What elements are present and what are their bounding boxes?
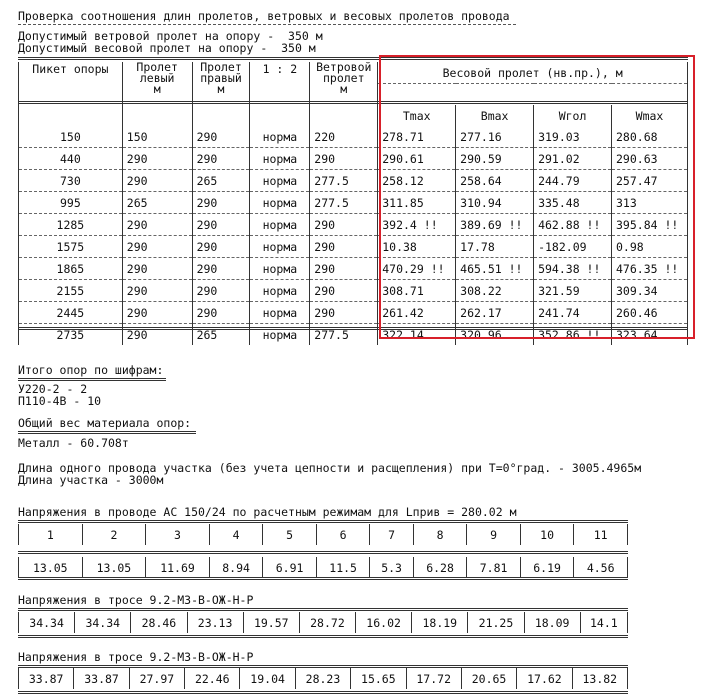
table-cell: 319.03 bbox=[534, 126, 612, 148]
table-cell: норма bbox=[250, 126, 310, 148]
table-cell: 389.69 !! bbox=[456, 214, 534, 236]
stress-cell: 13.05 bbox=[19, 557, 83, 578]
table-cell: 258.12 bbox=[378, 170, 456, 192]
stress-cell: 20.65 bbox=[461, 668, 516, 689]
table-cell: 309.34 bbox=[612, 280, 688, 302]
stress-cell: 3 bbox=[146, 524, 210, 545]
table-cell: 265 bbox=[122, 192, 192, 214]
section-length-text: Длина участка - 3000м bbox=[18, 473, 164, 487]
table-cell: 241.74 bbox=[534, 302, 612, 324]
stress-cell: 8.94 bbox=[209, 557, 263, 578]
table-cell: 1865 bbox=[19, 258, 123, 280]
divider bbox=[18, 551, 628, 554]
table-cell: 290 bbox=[122, 236, 192, 258]
table-cell: 290.61 bbox=[378, 148, 456, 170]
stress-cell: 6.28 bbox=[413, 557, 467, 578]
stress-cell: 28.46 bbox=[131, 612, 187, 633]
table-cell: 150 bbox=[122, 126, 192, 148]
table-cell: 323.64 bbox=[612, 324, 688, 346]
stress-cell: 5 bbox=[263, 524, 317, 545]
table-cell: 290 bbox=[122, 280, 192, 302]
col-right-header: Пролет правый м bbox=[192, 62, 250, 126]
stress-cell: 11.5 bbox=[316, 557, 370, 578]
table-cell: 258.64 bbox=[456, 170, 534, 192]
divider bbox=[18, 431, 196, 434]
table-cell: 440 bbox=[19, 148, 123, 170]
stress-cell: 22.46 bbox=[185, 668, 240, 689]
table-cell: 308.22 bbox=[456, 280, 534, 302]
support-item: У220-2 - 2 bbox=[18, 382, 88, 396]
table-cell: 220 bbox=[310, 126, 378, 148]
table-cell: 10.38 bbox=[378, 236, 456, 258]
table-cell: 150 bbox=[19, 126, 123, 148]
divider bbox=[18, 24, 516, 25]
table-cell: -182.09 bbox=[534, 236, 612, 258]
table-cell: норма bbox=[250, 280, 310, 302]
wire-length-text: Длина одного провода участка (без учета цепности и расщепления) при T=0°град. - 3005.4965м bbox=[18, 461, 642, 475]
table-cell: 995 bbox=[19, 192, 123, 214]
stress-cell: 11.69 bbox=[146, 557, 210, 578]
table-cell: 321.59 bbox=[534, 280, 612, 302]
cable2-stress-table bbox=[18, 668, 628, 689]
table-cell: 290 bbox=[122, 302, 192, 324]
table-cell: 290 bbox=[192, 192, 250, 214]
table-cell: 262.17 bbox=[456, 302, 534, 324]
table-cell: 2445 bbox=[19, 302, 123, 324]
highlight-box bbox=[379, 55, 695, 339]
table-cell: 290 bbox=[310, 148, 378, 170]
table-cell: 392.4 !! bbox=[378, 214, 456, 236]
table-cell: 265 bbox=[192, 170, 250, 192]
table-cell: 17.78 bbox=[456, 236, 534, 258]
table-cell: 335.48 bbox=[534, 192, 612, 214]
col-bmax-header: Bmax bbox=[456, 105, 534, 126]
col-picket-header: Пикет опоры bbox=[19, 62, 123, 126]
stress-cell: 6.19 bbox=[520, 557, 574, 578]
cable1-stress-table bbox=[18, 612, 628, 633]
col-wgol-header: Wгол bbox=[534, 105, 612, 126]
col-wind-header: Ветровой пролет м bbox=[310, 62, 378, 126]
table-cell: норма bbox=[250, 192, 310, 214]
stress-cell: 13.82 bbox=[572, 668, 627, 689]
table-cell: 730 bbox=[19, 170, 123, 192]
table-cell: 2735 bbox=[19, 324, 123, 346]
table-cell: 290 bbox=[122, 258, 192, 280]
stress-cell: 10 bbox=[520, 524, 574, 545]
divider bbox=[18, 577, 628, 580]
stress-cell: 11 bbox=[574, 524, 628, 545]
table-cell: 277.5 bbox=[310, 324, 378, 346]
table-cell: 290.63 bbox=[612, 148, 688, 170]
table-cell: 470.29 !! bbox=[378, 258, 456, 280]
table-cell: 320.96 bbox=[456, 324, 534, 346]
stress-cell: 2 bbox=[82, 524, 146, 545]
col-wmax-header: Wmax bbox=[612, 105, 688, 126]
table-cell: 395.84 !! bbox=[612, 214, 688, 236]
supports-title: Итого опор по шифрам: bbox=[18, 363, 164, 377]
material-weight-title: Общий вес материала опор: bbox=[18, 416, 192, 430]
table-cell: 290 bbox=[192, 148, 250, 170]
table-cell: 261.42 bbox=[378, 302, 456, 324]
table-cell: 277.5 bbox=[310, 170, 378, 192]
divider bbox=[18, 608, 628, 611]
table-cell: 352.86 !! bbox=[534, 324, 612, 346]
metal-weight: Металл - 60.708т bbox=[18, 436, 129, 450]
table-cell: 308.71 bbox=[378, 280, 456, 302]
divider bbox=[18, 378, 166, 381]
table-cell: 462.88 !! bbox=[534, 214, 612, 236]
divider bbox=[18, 691, 628, 694]
table-cell: норма bbox=[250, 170, 310, 192]
table-cell: 465.51 !! bbox=[456, 258, 534, 280]
table-cell: 0.98 bbox=[612, 236, 688, 258]
table-cell: 290 bbox=[310, 214, 378, 236]
table-cell: норма bbox=[250, 148, 310, 170]
table-cell: 290 bbox=[192, 302, 250, 324]
table-cell: 278.71 bbox=[378, 126, 456, 148]
table-cell: норма bbox=[250, 258, 310, 280]
wind-limit-text: Допустимый ветровой пролет на опору - 350 м bbox=[18, 29, 323, 43]
table-cell: 310.94 bbox=[456, 192, 534, 214]
cable2-stress-title: Напряжения в тросе 9.2-МЗ-В-ОЖ-Н-Р bbox=[18, 650, 254, 664]
wire-stress-title: Напряжения в проводе АС 150/24 по расчетным режимам для Lприв = 280.02 м bbox=[18, 505, 517, 519]
table-cell: 290 bbox=[310, 236, 378, 258]
stress-cell: 33.87 bbox=[74, 668, 129, 689]
stress-cell: 13.05 bbox=[82, 557, 146, 578]
stress-cell: 34.34 bbox=[19, 612, 75, 633]
table-cell: 244.79 bbox=[534, 170, 612, 192]
stress-cell: 5.3 bbox=[370, 557, 413, 578]
weight-limit-text: Допустимый весовой пролет на опору - 350 м bbox=[18, 41, 316, 55]
table-cell: 290 bbox=[192, 126, 250, 148]
stress-cell: 18.19 bbox=[412, 612, 468, 633]
stress-cell: 4 bbox=[209, 524, 263, 545]
cable1-stress-title: Напряжения в тросе 9.2-МЗ-В-ОЖ-Н-Р bbox=[18, 593, 254, 607]
stress-cell: 16.02 bbox=[356, 612, 412, 633]
divider bbox=[18, 520, 628, 523]
stress-cell: 7 bbox=[370, 524, 413, 545]
table-cell: 476.35 !! bbox=[612, 258, 688, 280]
table-cell: норма bbox=[250, 236, 310, 258]
table-cell: 290 bbox=[310, 280, 378, 302]
table-cell: норма bbox=[250, 324, 310, 346]
table-cell: 257.47 bbox=[612, 170, 688, 192]
col-weight-group-header: Весовой пролет (нв.пр.), м bbox=[378, 62, 688, 84]
stress-cell: 21.25 bbox=[468, 612, 524, 633]
table-cell: норма bbox=[250, 302, 310, 324]
table-cell: 290 bbox=[192, 236, 250, 258]
stress-cell: 1 bbox=[19, 524, 83, 545]
stress-cell: 28.23 bbox=[295, 668, 350, 689]
table-cell: 290 bbox=[310, 302, 378, 324]
table-cell: 1575 bbox=[19, 236, 123, 258]
table-cell: 290 bbox=[122, 214, 192, 236]
support-item: П110-4В - 10 bbox=[18, 394, 102, 408]
stress-cell: 17.72 bbox=[406, 668, 461, 689]
stress-cell: 15.65 bbox=[351, 668, 406, 689]
col-left-header: Пролет левый м bbox=[122, 62, 192, 126]
stress-cell: 9 bbox=[467, 524, 521, 545]
stress-cell: 14.1 bbox=[580, 612, 627, 633]
table-cell: 2155 bbox=[19, 280, 123, 302]
table-cell: 280.68 bbox=[612, 126, 688, 148]
table-cell: 290 bbox=[122, 170, 192, 192]
stress-cell: 23.13 bbox=[187, 612, 243, 633]
table-cell: 290.59 bbox=[456, 148, 534, 170]
stress-cell: 19.57 bbox=[243, 612, 299, 633]
table-cell: 290 bbox=[192, 280, 250, 302]
table-cell: 290 bbox=[122, 148, 192, 170]
table-cell: норма bbox=[250, 214, 310, 236]
table-cell: 277.5 bbox=[310, 192, 378, 214]
table-cell: 1285 bbox=[19, 214, 123, 236]
table-cell: 594.38 !! bbox=[534, 258, 612, 280]
table-cell: 290 bbox=[122, 324, 192, 346]
table-cell: 313 bbox=[612, 192, 688, 214]
table-cell: 265 bbox=[192, 324, 250, 346]
stress-cell: 6 bbox=[316, 524, 370, 545]
report-title: Проверка соотношения длин пролетов, ветровых и весовых пролетов провода bbox=[18, 9, 510, 23]
stress-cell: 18.09 bbox=[524, 612, 580, 633]
stress-cell: 19.04 bbox=[240, 668, 295, 689]
stress-cell: 17.62 bbox=[517, 668, 572, 689]
table-cell: 322.14 bbox=[378, 324, 456, 346]
table-cell: 311.85 bbox=[378, 192, 456, 214]
table-cell: 290 bbox=[192, 258, 250, 280]
table-cell: 260.46 bbox=[612, 302, 688, 324]
stress-cell: 7.81 bbox=[467, 557, 521, 578]
stress-cell: 27.97 bbox=[129, 668, 184, 689]
stress-cell: 33.87 bbox=[19, 668, 74, 689]
col-tmax-header: Tmax bbox=[378, 105, 456, 126]
col-ratio-header: 1 : 2 bbox=[250, 62, 310, 126]
stress-cell: 34.34 bbox=[75, 612, 131, 633]
divider bbox=[18, 635, 628, 638]
table-cell: 277.16 bbox=[456, 126, 534, 148]
table-cell: 290 bbox=[310, 258, 378, 280]
stress-cell: 4.56 bbox=[574, 557, 628, 578]
table-cell: 291.02 bbox=[534, 148, 612, 170]
stress-cell: 28.72 bbox=[299, 612, 355, 633]
table-cell: 290 bbox=[192, 214, 250, 236]
stress-cell: 8 bbox=[413, 524, 467, 545]
stress-cell: 6.91 bbox=[263, 557, 317, 578]
